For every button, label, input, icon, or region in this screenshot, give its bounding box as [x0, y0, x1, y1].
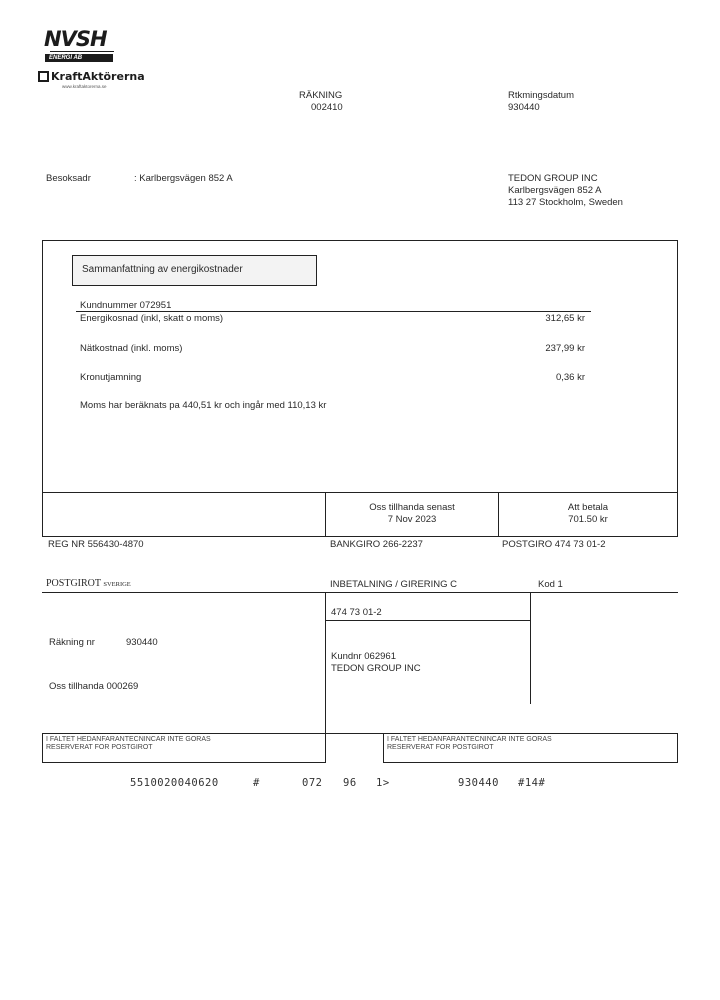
reserved-right-line2: RESERVERAT FOR POSTGIROT — [387, 744, 494, 751]
reserved-left-line1: I FALTET HEDANFARANTECNINCAR INTE GORAS — [46, 736, 211, 743]
slip-due-ref: Oss tillhanda 000269 — [49, 681, 139, 692]
kraftaktorerna-logo — [38, 70, 145, 83]
energy-cost-label: Energikosnad (inkl, skatt o moms) — [80, 313, 224, 324]
nvsh-logo — [42, 27, 116, 63]
reg-nr: REG NR 556430-4870 — [48, 539, 144, 550]
recipient-street: Karlbergsvägen 852 A — [508, 185, 602, 196]
pay-label: Att betala — [567, 502, 609, 513]
rounding-label: Kronutjamning — [80, 372, 142, 383]
kraft-logo-name: KraftAktörerna — [51, 70, 145, 83]
bankgiro: BANKGIRO 266-2237 — [330, 539, 423, 550]
energy-cost-amount: 312,65 kr — [545, 313, 585, 324]
slip-divider-right — [530, 592, 531, 704]
slip-invoice-nr: 930440 — [126, 637, 158, 648]
summary-title: Sammanfattning av energikostnader — [82, 264, 243, 275]
postgirot-sub: SVERIGE — [103, 581, 131, 588]
invoice-number: 002410 — [311, 102, 343, 113]
visit-address-label: Besoksadr — [46, 173, 91, 184]
invoice-label: RÄKNING — [299, 90, 343, 101]
kraft-logo-icon — [38, 71, 49, 82]
postgiro: POSTGIRO 474 73 01-2 — [502, 539, 606, 550]
pay-amount: 701.50 kr — [568, 514, 608, 525]
ocr-ore: 96 — [343, 777, 357, 789]
ocr-account: 930440 — [458, 777, 499, 789]
invoice-date-label: Rtkmingsdatum — [508, 90, 574, 101]
slip-invoice-nr-label: Räkning nr — [49, 637, 95, 648]
postgirot-name: POSTGIROT — [46, 578, 101, 589]
slip-account: 474 73 01-2 — [331, 607, 382, 618]
ocr-end: #14# — [518, 777, 546, 789]
slip-top-rule — [42, 592, 678, 593]
nvsh-logo-rule — [50, 51, 114, 52]
due-date: 7 Nov 2023 — [387, 514, 437, 525]
account-rule — [325, 620, 531, 621]
ocr-amount: 072 — [302, 777, 323, 789]
due-label: Oss tillhanda senast — [369, 502, 455, 513]
due-row-rule — [42, 492, 678, 493]
customer-number-rule — [76, 311, 591, 312]
ocr-check: 1> — [376, 777, 390, 789]
reserved-connector-rule — [325, 733, 383, 734]
reserved-left-line2: RESERVERAT FOR POSTGIROT — [46, 744, 153, 751]
reserved-right-line1: I FALTET HEDANFARANTECNINCAR INTE GORAS — [387, 736, 552, 743]
invoice-date: 930440 — [508, 102, 540, 113]
slip-customer-name: TEDON GROUP INC — [331, 663, 421, 674]
slip-divider-left — [325, 592, 326, 733]
slip-title: INBETALNING / GIRERING C — [330, 579, 458, 590]
kraft-logo-url: www.kraftaktorerna.se — [62, 84, 107, 89]
nvsh-logo-text: NVSH — [44, 27, 107, 51]
recipient-city: 113 27 Stockholm, Sweden — [508, 197, 623, 208]
customer-number: Kundnummer 072951 — [80, 300, 172, 311]
network-cost-label: Nätkostnad (inkl. moms) — [80, 343, 183, 354]
postgirot-brand — [46, 578, 131, 589]
rounding-amount: 0,36 kr — [555, 372, 585, 383]
ocr-reference: 5510020040620 — [130, 777, 219, 789]
slip-code: Kod 1 — [538, 579, 563, 590]
visit-address-value: : Karlbergsvägen 852 A — [134, 173, 233, 184]
network-cost-amount: 237,99 kr — [545, 343, 585, 354]
vat-note: Moms har beräknats pa 440,51 kr och ingår med 110,13 kr — [80, 400, 327, 411]
slip-customer-nr: Kundnr 062961 — [331, 651, 396, 662]
recipient-name: TEDON GROUP INC — [508, 173, 598, 184]
nvsh-logo-sub: ENERGI AB — [45, 54, 113, 62]
ocr-hash-1: # — [253, 777, 260, 789]
